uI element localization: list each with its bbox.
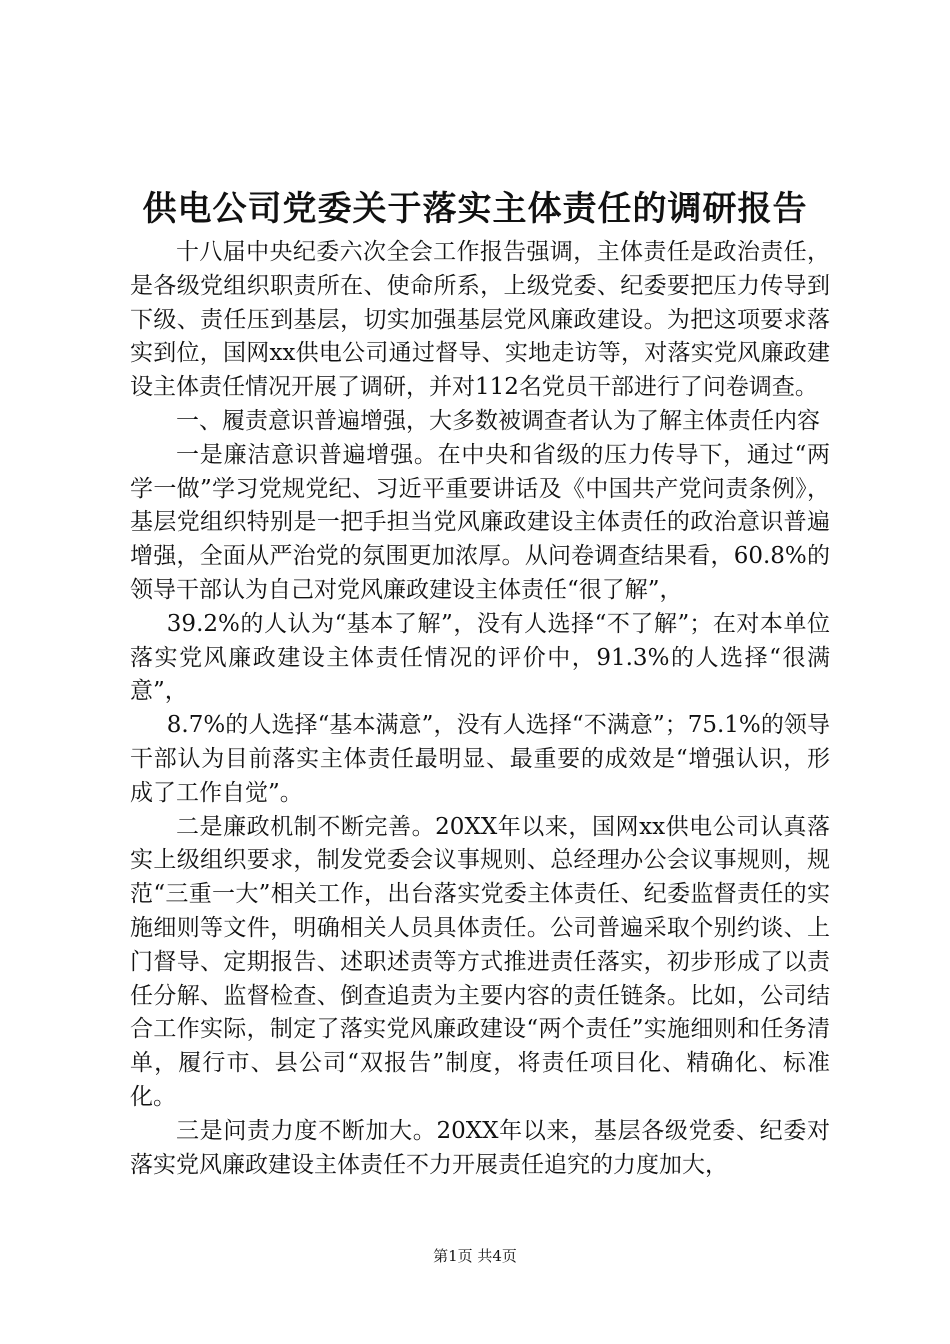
paragraph-survey-continued-2: 8.7%的人选择“基本满意”，没有人选择“不满意”；75.1%的领导干部认为目前落实主体责任最明显、最重要的成效是“增强认识，形成了工作自觉”。 <box>130 712 830 806</box>
page-footer: 第1页 共4页 <box>433 1247 517 1265</box>
document-body <box>130 236 830 1182</box>
section-heading-1: 一、履责意识普遍增强，大多数被调查者认为了解主体责任内容 <box>176 407 820 434</box>
paragraph-point-3: 三是问责力度不断加大。20XX年以来，基层各级党委、纪委对落实党风廉政建设主体责任不力开展责任追究的力度加大， <box>130 1117 830 1178</box>
paragraph-point-1: 一是廉洁意识普遍增强。在中央和省级的压力传导下，通过“两学一做”学习党规党纪、习近平重要讲话及《中国共产党问责条例》，基层党组织特别是一把手担当党风廉政建设主体责任的政治意识普遍增强，全面从严治党的氛围更加浓厚。从问卷调查结果看，60.8%的领导干部认为自己对党风廉政建设主体责任“很了解”， <box>130 441 830 603</box>
paragraph-survey-continued-1: 39.2%的人认为“基本了解”，没有人选择“不了解”；在对本单位落实党风廉政建设主体责任情况的评价中，91.3%的人选择“很满意”， <box>130 610 830 705</box>
paragraph-point-2: 二是廉政机制不断完善。20XX年以来，国网xx供电公司认真落实上级组织要求，制发党委会议事规则、总经理办公会议事规则，规范“三重一大”相关工作，出台落实党委主体责任、纪委监督责任的实施细则等文件，明确相关人员具体责任。公司普遍采取个别约谈、上门督导、定期报告、述职述责等方式推进责任落实，初步形成了以责任分解、监督检查、倒查追责为主要内容的责任链条。比如，公司结合工作实际，制定了落实党风廉政建设“两个责任”实施细则和任务清单，履行市、县公司“双报告”制度，将责任项目化、精确化、标准化。 <box>130 813 830 1110</box>
document-title: 供电公司党委关于落实主体责任的调研报告 <box>142 189 808 229</box>
paragraph-intro: 十八届中央纪委六次全会工作报告强调，主体责任是政治责任，是各级党组织职责所在、使命所系，上级党委、纪委要把压力传导到下级、责任压到基层，切实加强基层党风廉政建设。为把这项要求落实到位，国网xx供电公司通过督导、实地走访等，对落实党风廉政建设主体责任情况开展了调研，并对112名党员干部进行了问卷调查。 <box>130 239 830 401</box>
